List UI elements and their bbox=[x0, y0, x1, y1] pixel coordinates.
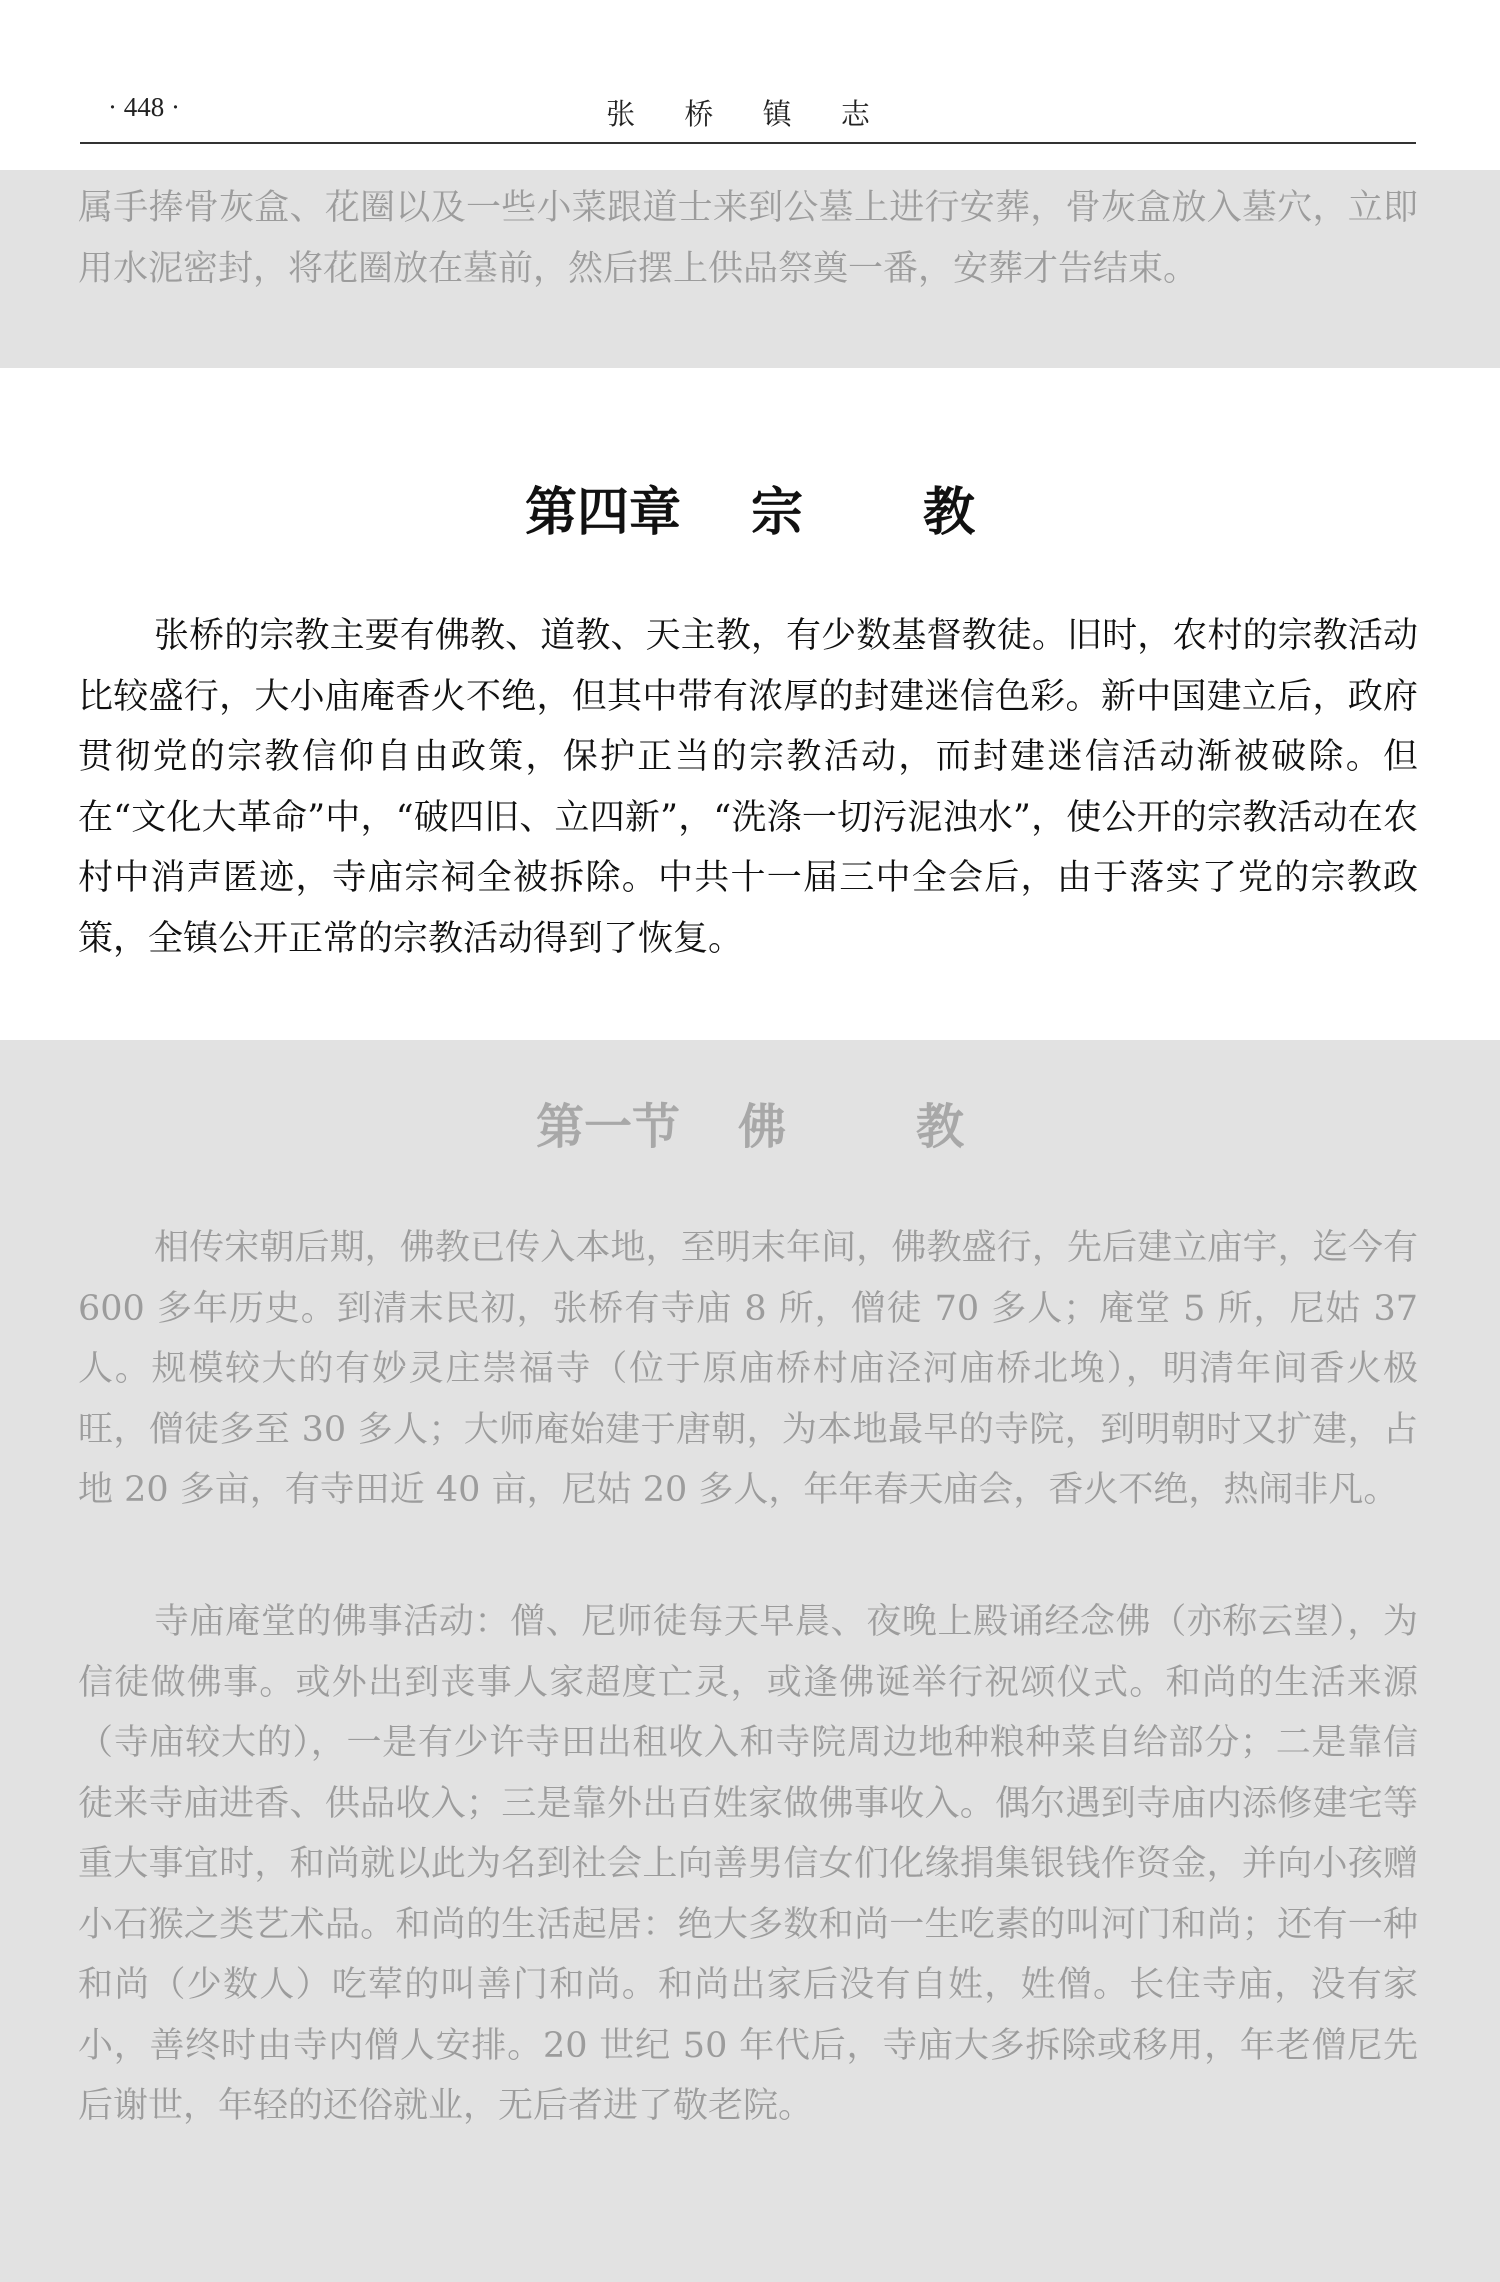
chapter-title-char-2: 教 bbox=[923, 482, 976, 543]
section-number: 第一节 bbox=[535, 1099, 680, 1155]
section-title-char-2: 教 bbox=[916, 1099, 965, 1155]
section-title-char-1: 佛 bbox=[737, 1099, 786, 1155]
continued-paragraph: 属手捧骨灰盒、花圈以及一些小菜跟道士来到公墓上进行安葬，骨灰盒放入墓穴，立即用水泥密封，将花圈放在墓前，然后摆上供品祭奠一番，安葬才告结束。 bbox=[78, 188, 1418, 289]
chapter-intro-paragraph: 张桥的宗教主要有佛教、道教、天主教，有少数基督教徒。旧时，农村的宗教活动比较盛行，大小庙庵香火不绝，但其中带有浓厚的封建迷信色彩。新中国建立后，政府贯彻党的宗教信仰自由政策，保护正当的宗教活动，而封建迷信活动渐被破除。但在“文化大革命”中，“破四旧、立四新”，“洗涤一切污泥浊水”，使公开的宗教活动在农村中消声匿迹，寺庙宗祠全被拆除。中共十一届三中全会后，由于落实了党的宗教政策，全镇公开正常的宗教活动得到了恢复。 bbox=[78, 616, 1418, 959]
page-number: · 448 · bbox=[108, 92, 180, 122]
chapter-number: 第四章 bbox=[524, 482, 681, 543]
page-header bbox=[80, 92, 1416, 136]
section-paragraph-1: 相传宋朝后期，佛教已传入本地，至明末年间，佛教盛行，先后建立庙宇，迄今有 600 多年历史。到清末民初，张桥有寺庙 8 所，僧徒 70 多人；庵堂 5 所，尼姑 37 人。规模较大的有妙灵庄崇福寺（位于原庙桥村庙泾河庙桥北堍），明清年间香火极旺，僧徒多至 30 多人；大师庵始建于唐朝，为本地最早的寺院，到明朝时又扩建，占地 20 多亩，有寺田近 40 亩，尼姑 20 多人，年年春天庙会，香火不绝，热闹非凡。 bbox=[78, 1228, 1418, 1510]
chapter-title bbox=[0, 470, 1500, 545]
section-title bbox=[0, 1088, 1500, 1157]
running-title: 张 桥 镇 志 bbox=[606, 97, 890, 131]
section-paragraph-2: 寺庙庵堂的佛事活动：僧、尼师徒每天早晨、夜晚上殿诵经念佛（亦称云望），为信徒做佛事。或外出到丧事人家超度亡灵，或逢佛诞举行祝颂仪式。和尚的生活来源（寺庙较大的），一是有少许寺田出租收入和寺院周边地种粮种菜自给部分；二是靠信徒来寺庙进香、供品收入；三是靠外出百姓家做佛事收入。偶尔遇到寺庙内添修建宅等重大事宜时，和尚就以此为名到社会上向善男信女们化缘捐集银钱作资金，并向小孩赠小石猴之类艺术品。和尚的生活起居：绝大多数和尚一生吃素的叫河门和尚；还有一种和尚（少数人）吃荤的叫善门和尚。和尚出家后没有自姓，姓僧。长住寺庙，没有家小，善终时由寺内僧人安排。20 世纪 50 年代后，寺庙大多拆除或移用，年老僧尼先后谢世，年轻的还俗就业，无后者进了敬老院。 bbox=[78, 1602, 1418, 2126]
header-rule bbox=[80, 142, 1416, 144]
chapter-title-char-1: 宗 bbox=[750, 482, 803, 543]
